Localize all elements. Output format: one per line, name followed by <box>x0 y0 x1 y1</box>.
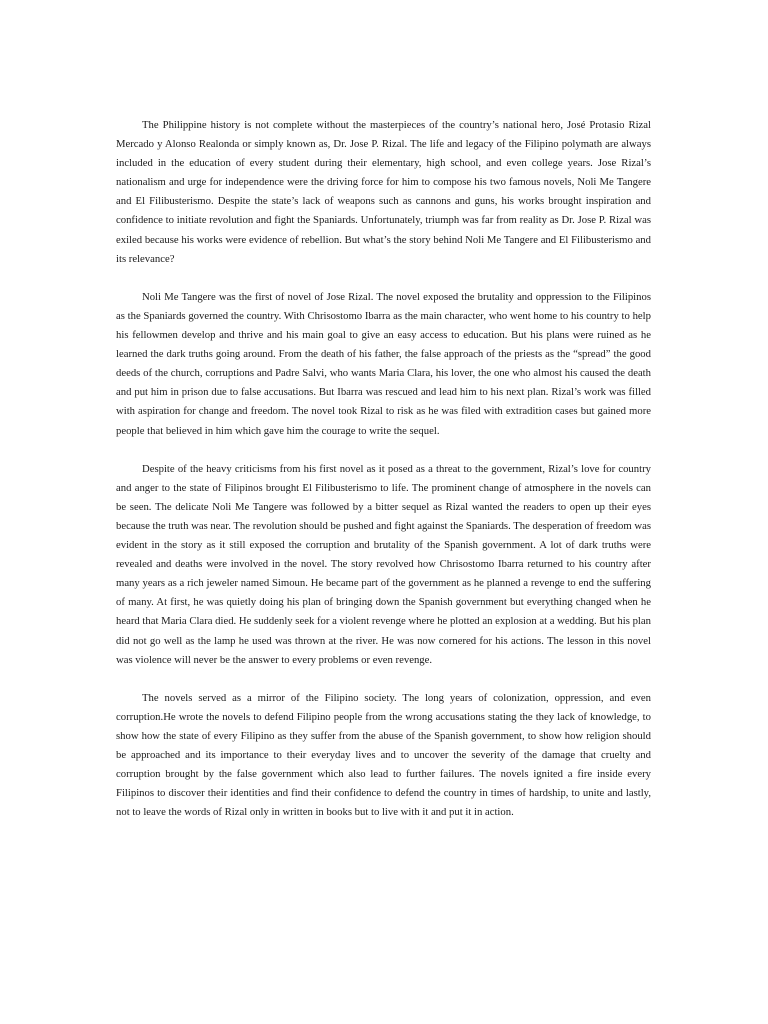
paragraph-4: The novels served as a mirror of the Filipino society. The long years of colonization, oppression, and even corruption.He wrote the novels to defend Filipino people from the wrong accusations stating the they lack of knowledge, to show how the state of every Filipino as they suffer from the abuse of the Spanish government, to show how religion should be approached and its importance to their everyday lives and to uncover the severity of the damage that cruelty and corruption brought by the false government which also lead to further failures. The novels ignited a fire inside every Filipinos to discover their identities and find their confidence to defend the country in times of hardship, to unite and lastly, not to leave the words of Rizal only in written in books but to live with it and put it in action. <box>116 691 651 819</box>
paragraph-2: Noli Me Tangere was the first of novel of Jose Rizal. The novel exposed the brutality and oppression to the Filipinos as the Spaniards governed the country. With Chrisostomo Ibarra as the main character, who went home to his country to help his fellowmen develop and thrive and his main goal to give an easy access to education. But his plans were ruined as he learned the dark truths going around. From the death of his father, the false approach of the priests as the “spread” the good deeds of the church, corruptions and Padre Salvi, who wants Maria Clara, his lover, the one who almost his caused the death and put him in prison due to false accusations. But Ibarra was rescued and lead him to his next plan. Rizal’s work was filled with aspiration for change and freedom. The novel took Rizal to risk as he was filed with extradition cases but gained more people that believed in him which gave him the courage to write the sequel. <box>116 290 651 437</box>
essay-body <box>116 116 651 842</box>
paragraph-1: The Philippine history is not complete without the masterpieces of the country’s national hero, José Protasio Rizal Mercado y Alonso Realonda or simply known as, Dr. Jose P. Rizal. The life and legacy of the Filipino polymath are always included in the education of every student during their elementary, high school, and even college years. Jose Rizal’s nationalism and urge for independence were the driving force for him to compose his two famous novels, Noli Me Tangere and El Filibusterismo. Despite the state’s lack of weapons such as cannons and guns, his works brought inspiration and confidence to initiate revolution and fight the Spaniards. Unfortunately, triumph was far from reality as Dr. Jose P. Rizal was exiled because his works were evidence of rebellion. But what’s the story behind Noli Me Tangere and El Filibusterismo and its relevance? <box>116 119 651 265</box>
paragraph-3: Despite of the heavy criticisms from his first novel as it posed as a threat to the government, Rizal’s love for country and anger to the state of Filipinos brought El Filibusterismo to life. The prominent change of atmosphere in the novels can be seen. The delicate Noli Me Tangere was followed by a bitter sequel as Rizal wanted the readers to open up their eyes because the truth was near. The revolution should be pushed and fight against the Spaniards. The desperation of freedom was evident in the story as it still exposed the corruption and brutality of the Spanish government. A lot of dark truths were revealed and deaths were involved in the novel. The story revolved how Chrisostomo Ibarra returned to his country after many years as a rich jeweler named Simoun. He became part of the government as he planned a revenge to end the suffering of many. At first, he was quietly doing his plan of bringing down the Spanish government but everything changed when he heard that Maria Clara died. He suddenly seek for a violent revenge where he plotted an explosion at a wedding. But his plan did not go well as the lamp he used was thrown at the river. He was now cornered for his actions. The lesson in this novel was violence will never be the answer to every problems or even revenge. <box>116 462 651 666</box>
